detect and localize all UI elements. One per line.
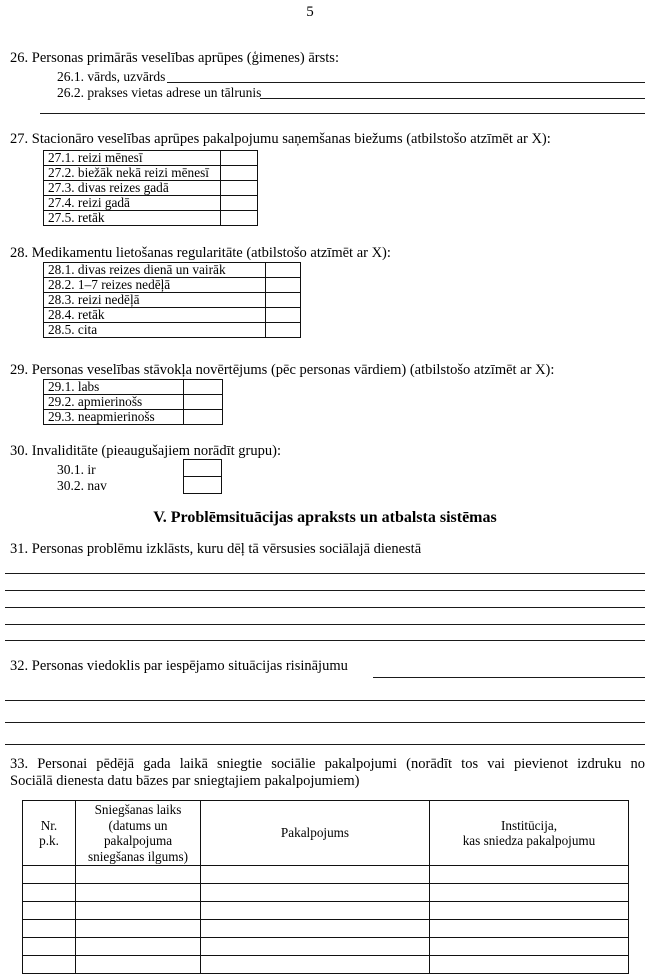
services-table-header-row	[23, 801, 629, 866]
question-27-label: 27. Stacionāro veselības aprūpes pakalpojumu saņemšanas biežums (atbilstošo atzīmēt ar X):	[10, 131, 551, 147]
services-cell-nr[interactable]	[23, 938, 76, 956]
question-27-option-1-label: 27.1. reizi mēnesī	[44, 151, 221, 166]
table-row	[23, 884, 629, 902]
question-32-input-line[interactable]	[5, 700, 645, 701]
services-cell-laiks[interactable]	[76, 956, 201, 974]
table-row	[44, 380, 223, 395]
question-33-label	[10, 756, 645, 791]
services-cell-laiks[interactable]	[76, 884, 201, 902]
table-row	[23, 938, 629, 956]
question-29-label: 29. Personas veselības stāvokļa novērtējums (pēc personas vārdiem) (atbilstošo atzīmēt ar X):	[10, 362, 555, 378]
table-row	[23, 866, 629, 884]
table-row	[44, 211, 258, 226]
table-row	[44, 166, 258, 181]
question-33-label-line-1: 33. Personai pēdējā gada laikā sniegtie sociālie pakalpojumi (norādīt tos vai pievienot izdruku no	[10, 756, 645, 772]
question-27-option-3-mark[interactable]	[221, 181, 258, 196]
services-cell-pakalpojums[interactable]	[201, 884, 430, 902]
services-header-nr-line-2: p.k.	[39, 833, 59, 849]
question-26-continuation-line[interactable]	[40, 113, 645, 114]
question-26-2-label: 26.2. prakses vietas adrese un tālrunis	[57, 85, 262, 100]
table-row	[44, 410, 223, 425]
services-header-laiks-line-3: pakalpojuma	[103, 833, 173, 849]
question-31-input-line[interactable]	[5, 624, 645, 625]
question-28-option-3-mark[interactable]	[266, 293, 301, 308]
question-30-1-checkbox[interactable]	[184, 460, 222, 477]
services-table-header-pakalpojums: Pakalpojums	[201, 801, 430, 866]
services-header-nr-line-1: Nr.	[40, 817, 58, 833]
services-cell-nr[interactable]	[23, 920, 76, 938]
question-31-input-line[interactable]	[5, 607, 645, 608]
services-cell-pakalpojums[interactable]	[201, 938, 430, 956]
services-table-header-nr	[23, 801, 76, 866]
services-cell-nr[interactable]	[23, 956, 76, 974]
table-row	[44, 323, 301, 338]
question-27-option-5-label: 27.5. retāk	[44, 211, 221, 226]
services-cell-institucija[interactable]	[430, 902, 629, 920]
question-30-label: 30. Invaliditāte (pieaugušajiem norādīt grupu):	[10, 443, 281, 459]
services-cell-nr[interactable]	[23, 884, 76, 902]
services-header-laiks-line-2: (datums un	[108, 817, 168, 833]
table-row	[23, 956, 629, 974]
table-row	[44, 151, 258, 166]
table-row	[184, 477, 222, 494]
question-27-option-5-mark[interactable]	[221, 211, 258, 226]
services-cell-pakalpojums[interactable]	[201, 956, 430, 974]
question-31-input-line[interactable]	[5, 573, 645, 574]
question-27-option-4-label: 27.4. reizi gadā	[44, 196, 221, 211]
question-28-option-5-mark[interactable]	[266, 323, 301, 338]
table-row	[44, 263, 301, 278]
services-cell-pakalpojums[interactable]	[201, 866, 430, 884]
question-33-label-line-2: Sociālā dienesta datu bāzes par sniegtajiem pakalpojumiem)	[10, 773, 360, 790]
table-row	[44, 278, 301, 293]
table-row	[44, 181, 258, 196]
table-row	[23, 902, 629, 920]
question-26-1-input-line[interactable]	[167, 82, 645, 83]
question-26-label: 26. Personas primārās veselības aprūpes (ģimenes) ārsts:	[10, 50, 339, 66]
table-row	[23, 920, 629, 938]
services-cell-laiks[interactable]	[76, 920, 201, 938]
question-28-option-3-label: 28.3. reizi nedēļā	[44, 293, 266, 308]
table-row	[184, 460, 222, 477]
services-cell-laiks[interactable]	[76, 938, 201, 956]
question-26-2-input-line[interactable]	[260, 98, 645, 99]
question-28-option-5-label: 28.5. cita	[44, 323, 266, 338]
services-cell-institucija[interactable]	[430, 956, 629, 974]
question-27-options-table	[43, 150, 258, 226]
question-28-option-2-label: 28.2. 1–7 reizes nedēļā	[44, 278, 266, 293]
services-header-institucija-line-2: kas sniedza pakalpojumu	[462, 833, 596, 849]
question-28-option-4-mark[interactable]	[266, 308, 301, 323]
services-cell-institucija[interactable]	[430, 884, 629, 902]
table-row	[44, 196, 258, 211]
question-28-option-1-label: 28.1. divas reizes dienā un vairāk	[44, 263, 266, 278]
question-32-inline-input-line[interactable]	[373, 677, 645, 678]
services-cell-institucija[interactable]	[430, 866, 629, 884]
services-cell-nr[interactable]	[23, 902, 76, 920]
section-v-heading: V. Problēmsituācijas apraksts un atbalsta sistēmas	[153, 509, 497, 526]
table-row	[44, 308, 301, 323]
question-28-option-1-mark[interactable]	[266, 263, 301, 278]
question-30-2-label: 30.2. nav	[57, 478, 107, 493]
question-28-label: 28. Medikamentu lietošanas regularitāte (atbilstošo atzīmēt ar X):	[10, 245, 391, 261]
question-27-option-1-mark[interactable]	[221, 151, 258, 166]
question-27-option-2-label: 27.2. biežāk nekā reizi mēnesī	[44, 166, 221, 181]
question-32-input-line[interactable]	[5, 744, 645, 745]
services-table-header-institucija	[430, 801, 629, 866]
question-29-option-3-label: 29.3. neapmierinošs	[44, 410, 184, 425]
question-30-1-label: 30.1. ir	[57, 462, 96, 477]
table-row	[44, 293, 301, 308]
question-27-option-3-label: 27.3. divas reizes gadā	[44, 181, 221, 196]
question-31-input-line[interactable]	[5, 590, 645, 591]
question-29-option-3-mark[interactable]	[184, 410, 223, 425]
question-31-input-line[interactable]	[5, 640, 645, 641]
question-32-input-line[interactable]	[5, 722, 645, 723]
services-cell-pakalpojums[interactable]	[201, 920, 430, 938]
question-32-label: 32. Personas viedoklis par iespējamo situācijas risinājumu	[10, 658, 348, 674]
question-29-options-table	[43, 379, 223, 425]
page-number: 5	[306, 4, 314, 20]
services-cell-institucija[interactable]	[430, 938, 629, 956]
question-27-option-2-mark[interactable]	[221, 166, 258, 181]
services-table	[22, 800, 629, 974]
question-29-option-2-label: 29.2. apmierinošs	[44, 395, 184, 410]
question-31-label: 31. Personas problēmu izklāsts, kuru dēļ tā vērsusies sociālajā dienestā	[10, 541, 422, 557]
question-26-1-label: 26.1. vārds, uzvārds	[57, 69, 166, 84]
question-27-option-4-mark[interactable]	[221, 196, 258, 211]
services-header-laiks-line-1: Sniegšanas laiks	[94, 802, 182, 817]
question-28-option-2-mark[interactable]	[266, 278, 301, 293]
question-28-options-table	[43, 262, 301, 338]
table-row	[44, 395, 223, 410]
question-29-option-2-mark[interactable]	[184, 395, 223, 410]
services-cell-institucija[interactable]	[430, 920, 629, 938]
question-29-option-1-mark[interactable]	[184, 380, 223, 395]
services-cell-pakalpojums[interactable]	[201, 902, 430, 920]
question-29-option-1-label: 29.1. labs	[44, 380, 184, 395]
services-table-header-laiks	[76, 801, 201, 866]
services-header-laiks-line-4: sniegšanas ilgums)	[88, 848, 188, 864]
question-30-checkbox-group	[183, 459, 222, 494]
question-28-option-4-label: 28.4. retāk	[44, 308, 266, 323]
services-cell-laiks[interactable]	[76, 866, 201, 884]
question-30-2-checkbox[interactable]	[184, 477, 222, 494]
services-cell-laiks[interactable]	[76, 902, 201, 920]
services-header-institucija-line-1: Institūcija,	[500, 817, 558, 833]
services-cell-nr[interactable]	[23, 866, 76, 884]
